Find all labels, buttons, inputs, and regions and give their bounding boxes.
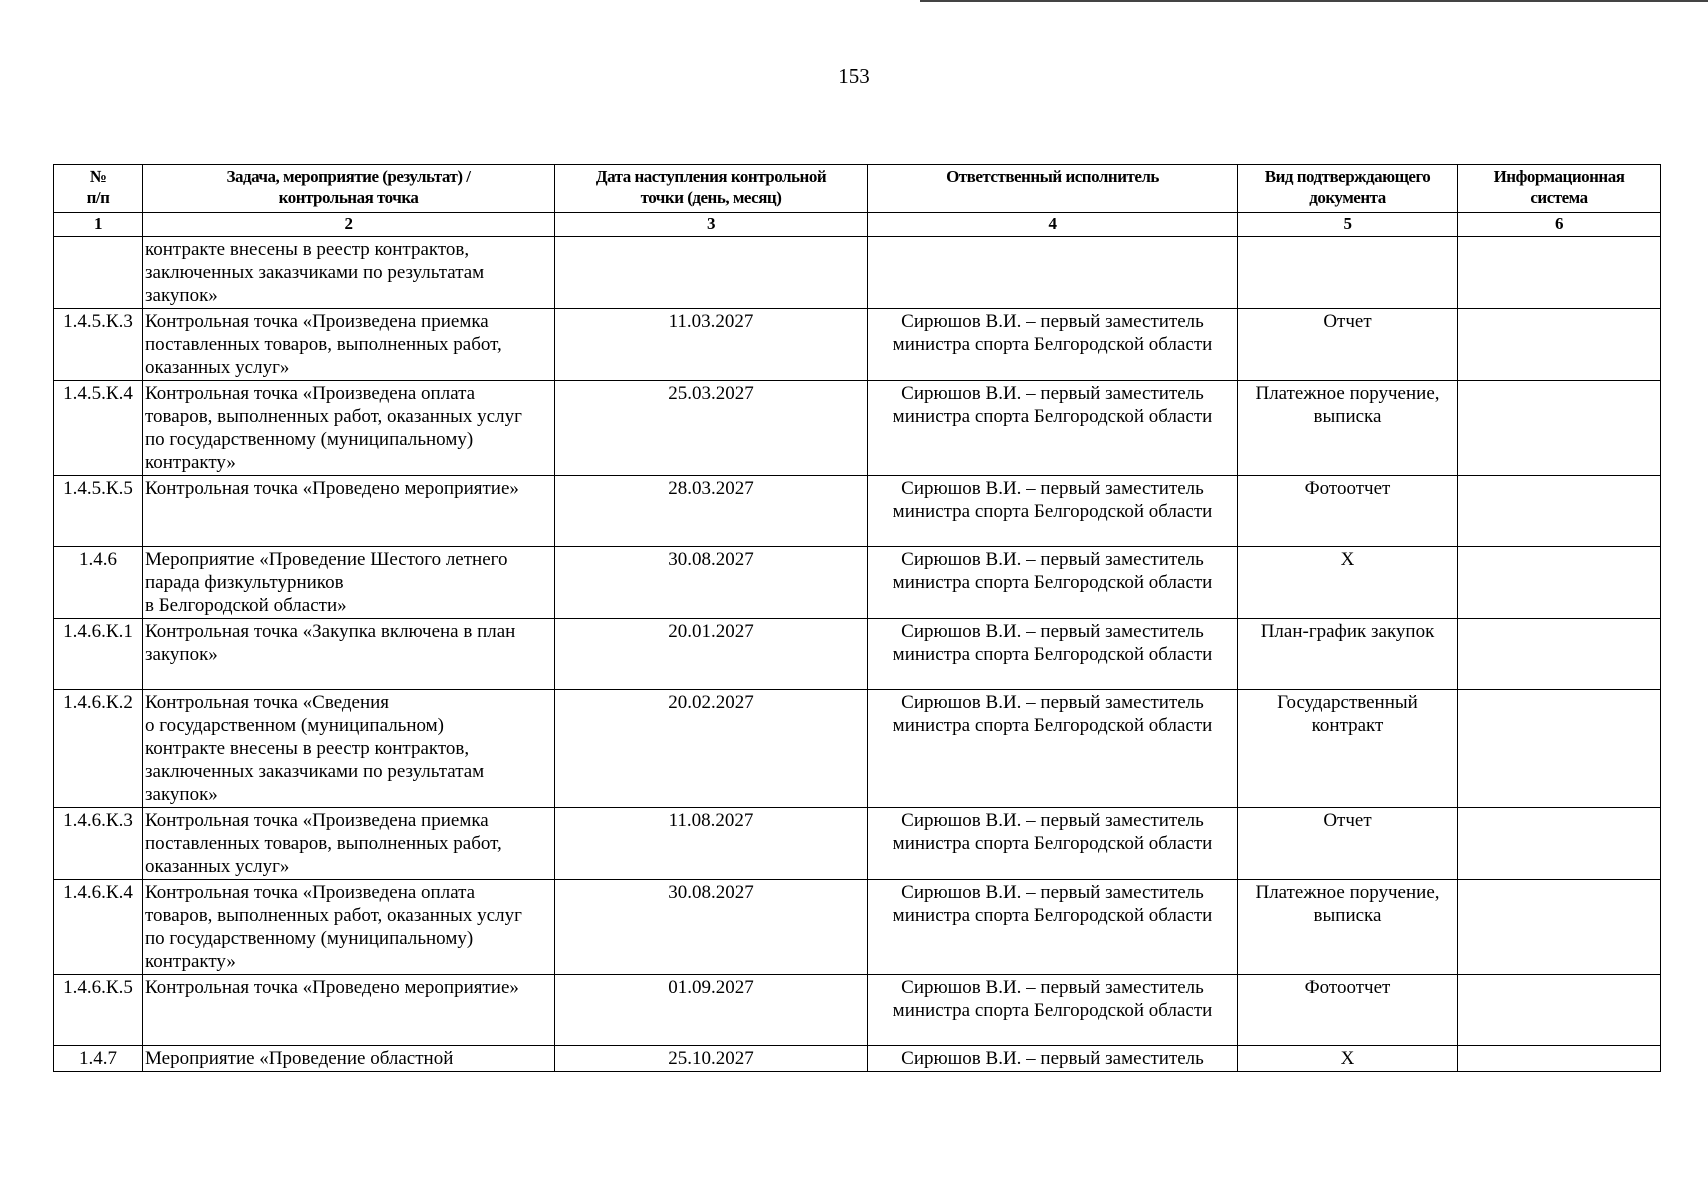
row-system xyxy=(1458,547,1661,619)
row-number: 1.4.6.К.4 xyxy=(54,880,143,975)
row-system xyxy=(1458,690,1661,808)
row-responsible: Сирюшов В.И. – первый заместитель министра спорта Белгородской области xyxy=(868,381,1238,476)
row-number: 1.4.5.К.4 xyxy=(54,381,143,476)
header-task: Задача, мероприятие (результат) / контрольная точка xyxy=(143,165,555,213)
row-system xyxy=(1458,1046,1661,1072)
column-number: 1 xyxy=(54,213,143,237)
column-number: 6 xyxy=(1458,213,1661,237)
row-task: Контрольная точка «Проведено мероприятие» xyxy=(143,476,555,547)
row-number xyxy=(54,237,143,309)
row-task: Контрольная точка «Произведена приемка поставленных товаров, выполненных работ, оказанных услуг» xyxy=(143,309,555,381)
row-system xyxy=(1458,381,1661,476)
row-responsible: Сирюшов В.И. – первый заместитель министра спорта Белгородской области xyxy=(868,880,1238,975)
row-number: 1.4.6.К.2 xyxy=(54,690,143,808)
table-row xyxy=(54,547,1661,619)
top-scan-rule xyxy=(920,0,1708,2)
row-date: 11.08.2027 xyxy=(555,808,868,880)
row-document xyxy=(1238,237,1458,309)
row-date: 25.03.2027 xyxy=(555,381,868,476)
row-task: Контрольная точка «Произведена оплата товаров, выполненных работ, оказанных услуг по государственному (муниципальному) контракту» xyxy=(143,381,555,476)
row-task: Контрольная точка «Закупка включена в план закупок» xyxy=(143,619,555,690)
row-responsible: Сирюшов В.И. – первый заместитель министра спорта Белгородской области xyxy=(868,309,1238,381)
row-number: 1.4.6.К.1 xyxy=(54,619,143,690)
table-row xyxy=(54,1046,1661,1072)
table-row xyxy=(54,975,1661,1046)
row-system xyxy=(1458,808,1661,880)
row-date: 25.10.2027 xyxy=(555,1046,868,1072)
table-row xyxy=(54,381,1661,476)
table-row xyxy=(54,880,1661,975)
row-responsible: Сирюшов В.И. – первый заместитель xyxy=(868,1046,1238,1072)
row-task: Контрольная точка «Произведена оплата товаров, выполненных работ, оказанных услуг по государственному (муниципальному) контракту» xyxy=(143,880,555,975)
row-task: контракте внесены в реестр контрактов, заключенных заказчиками по результатам закупок» xyxy=(143,237,555,309)
row-task: Мероприятие «Проведение областной xyxy=(143,1046,555,1072)
header-row xyxy=(54,165,1661,213)
row-system xyxy=(1458,619,1661,690)
table-row xyxy=(54,476,1661,547)
row-responsible: Сирюшов В.И. – первый заместитель министра спорта Белгородской области xyxy=(868,690,1238,808)
row-system xyxy=(1458,309,1661,381)
row-document: Отчет xyxy=(1238,309,1458,381)
row-task: Мероприятие «Проведение Шестого летнего парада физкультурников в Белгородской области» xyxy=(143,547,555,619)
row-task: Контрольная точка «Произведена приемка поставленных товаров, выполненных работ, оказанных услуг» xyxy=(143,808,555,880)
table-row xyxy=(54,619,1661,690)
row-responsible: Сирюшов В.И. – первый заместитель министра спорта Белгородской области xyxy=(868,808,1238,880)
row-document: План-график закупок xyxy=(1238,619,1458,690)
row-document: Х xyxy=(1238,1046,1458,1072)
column-number: 4 xyxy=(868,213,1238,237)
header-document: Вид подтверждающего документа xyxy=(1238,165,1458,213)
table-row xyxy=(54,690,1661,808)
row-system xyxy=(1458,237,1661,309)
row-date: 01.09.2027 xyxy=(555,975,868,1046)
row-document: Государственный контракт xyxy=(1238,690,1458,808)
row-date: 20.02.2027 xyxy=(555,690,868,808)
row-task: Контрольная точка «Сведения о государственном (муниципальном) контракте внесены в реестр контрактов, заключенных заказчиками по результатам закупок» xyxy=(143,690,555,808)
row-date: 30.08.2027 xyxy=(555,880,868,975)
row-responsible: Сирюшов В.И. – первый заместитель министра спорта Белгородской области xyxy=(868,619,1238,690)
row-system xyxy=(1458,476,1661,547)
header-responsible: Ответственный исполнитель xyxy=(868,165,1238,213)
table-row xyxy=(54,309,1661,381)
header-system: Информационная система xyxy=(1458,165,1661,213)
row-document: Фотоотчет xyxy=(1238,476,1458,547)
column-number: 3 xyxy=(555,213,868,237)
page-number: 153 xyxy=(838,64,870,88)
row-number: 1.4.6.К.5 xyxy=(54,975,143,1046)
row-date: 28.03.2027 xyxy=(555,476,868,547)
row-system xyxy=(1458,975,1661,1046)
row-number: 1.4.5.К.5 xyxy=(54,476,143,547)
row-responsible: Сирюшов В.И. – первый заместитель министра спорта Белгородской области xyxy=(868,975,1238,1046)
row-number: 1.4.6 xyxy=(54,547,143,619)
row-document: Платежное поручение, выписка xyxy=(1238,880,1458,975)
row-date: 30.08.2027 xyxy=(555,547,868,619)
row-document: Отчет xyxy=(1238,808,1458,880)
row-document: Платежное поручение, выписка xyxy=(1238,381,1458,476)
row-document: Х xyxy=(1238,547,1458,619)
column-number: 2 xyxy=(143,213,555,237)
table-row xyxy=(54,237,1661,309)
row-number: 1.4.6.К.3 xyxy=(54,808,143,880)
row-system xyxy=(1458,880,1661,975)
column-number: 5 xyxy=(1238,213,1458,237)
row-task: Контрольная точка «Проведено мероприятие» xyxy=(143,975,555,1046)
header-date: Дата наступления контрольной точки (день, месяц) xyxy=(555,165,868,213)
header-num: № п/п xyxy=(54,165,143,213)
row-date: 20.01.2027 xyxy=(555,619,868,690)
row-date xyxy=(555,237,868,309)
control-points-table xyxy=(53,164,1661,1072)
table-row xyxy=(54,808,1661,880)
row-number: 1.4.7 xyxy=(54,1046,143,1072)
row-date: 11.03.2027 xyxy=(555,309,868,381)
row-document: Фотоотчет xyxy=(1238,975,1458,1046)
row-responsible xyxy=(868,237,1238,309)
row-responsible: Сирюшов В.И. – первый заместитель министра спорта Белгородской области xyxy=(868,547,1238,619)
column-number-row xyxy=(54,213,1661,237)
row-number: 1.4.5.К.3 xyxy=(54,309,143,381)
row-responsible: Сирюшов В.И. – первый заместитель министра спорта Белгородской области xyxy=(868,476,1238,547)
